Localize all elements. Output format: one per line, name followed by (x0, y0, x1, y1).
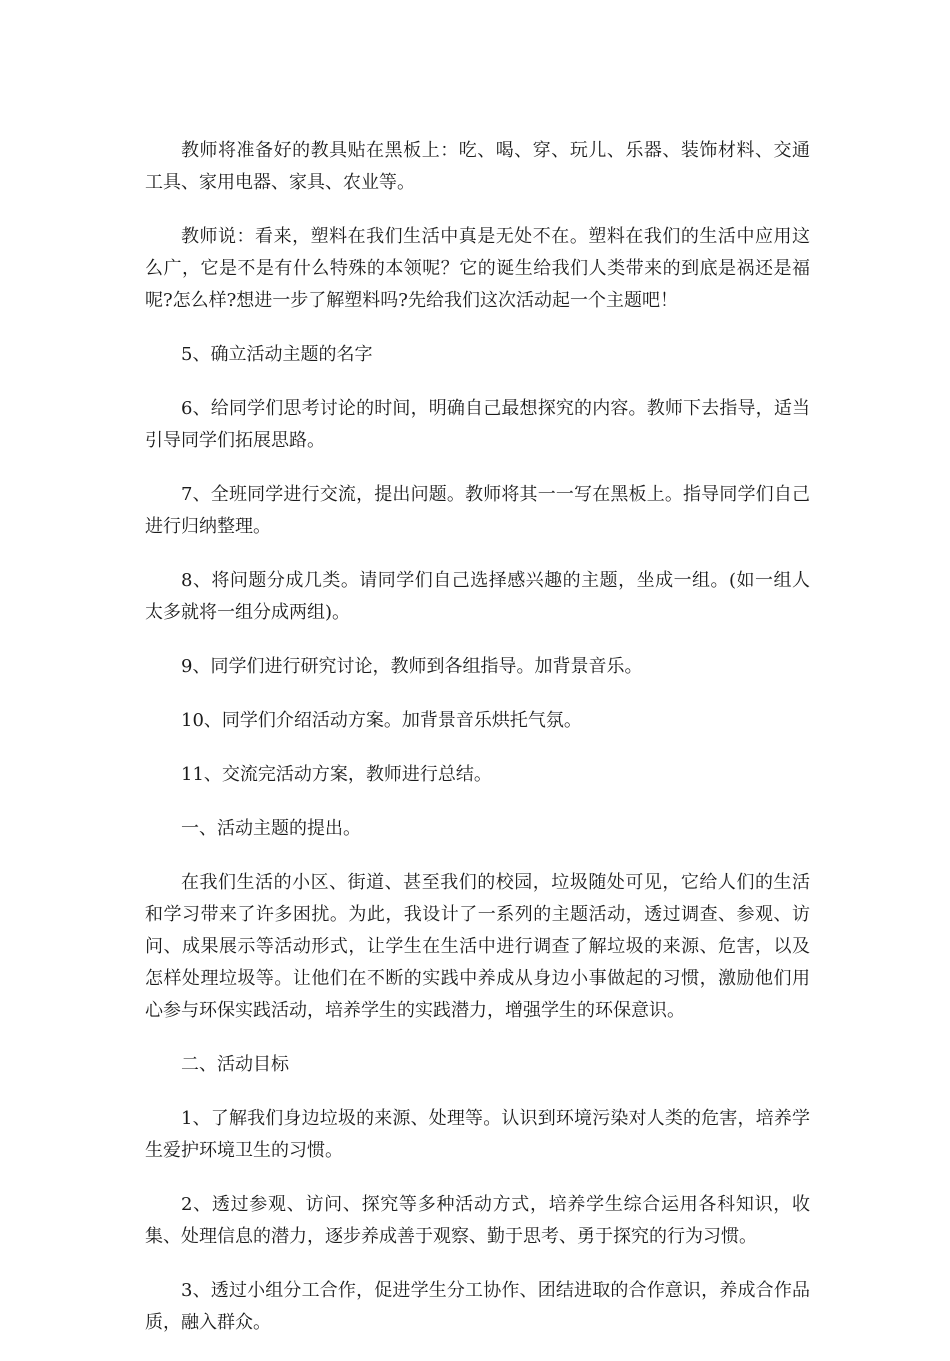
paragraph-teacher-says: 教师说：看来，塑料在我们生活中真是无处不在。塑料在我们的生活中应用这么广，它是不是有什么特殊的本领呢？它的诞生给我们人类带来的到底是祸还是福呢?怎么样?想进一步了解塑料吗?先给我们这次活动起一个主题吧！ (145, 226, 810, 311)
paragraph-theme-background: 在我们生活的小区、街道、甚至我们的校园，垃圾随处可见，它给人们的生活和学习带来了许多困扰。为此，我设计了一系列的主题活动，透过调查、参观、访问、成果展示等活动形式，让学生在生活中进行调查了解垃圾的来源、危害，以及怎样处理垃圾等。让他们在不断的实践中养成从身边小事做起的习惯，激励他们用心参与环保实践活动，培养学生的实践潜力，增强学生的环保意识。 (145, 872, 810, 1021)
paragraph-step-11: 11、交流完活动方案，教师进行总结。 (181, 764, 492, 785)
paragraph-step-7: 7、全班同学进行交流，提出问题。教师将其一一写在黑板上。指导同学们自己进行归纳整理。 (145, 484, 810, 537)
paragraph-goal-3: 3、透过小组分工合作，促进学生分工协作、团结进取的合作意识，养成合作品质，融入群众。 (145, 1280, 810, 1333)
paragraph-teaching-aids: 教师将准备好的教具贴在黑板上：吃、喝、穿、玩儿、乐器、装饰材料、交通工具、家用电器、家具、农业等。 (145, 140, 810, 193)
paragraph-step-10: 10、同学们介绍活动方案。加背景音乐烘托气氛。 (181, 710, 582, 731)
paragraph-step-8: 8、将问题分成几类。请同学们自己选择感兴趣的主题，坐成一组。(如一组人太多就将一组分成两组)。 (145, 570, 810, 623)
paragraph-step-9: 9、同学们进行研究讨论，教师到各组指导。加背景音乐。 (181, 656, 643, 677)
section-heading-theme: 一、活动主题的提出。 (181, 818, 361, 839)
section-heading-goals: 二、活动目标 (181, 1054, 289, 1075)
paragraph-goal-2: 2、透过参观、访问、探究等多种活动方式，培养学生综合运用各科知识，收集、处理信息的潜力，逐步养成善于观察、勤于思考、勇于探究的行为习惯。 (145, 1194, 810, 1247)
paragraph-goal-1: 1、了解我们身边垃圾的来源、处理等。认识到环境污染对人类的危害，培养学生爱护环境卫生的习惯。 (145, 1108, 810, 1161)
document-page (145, 135, 810, 1361)
paragraph-step-6: 6、给同学们思考讨论的时间，明确自己最想探究的内容。教师下去指导，适当引导同学们拓展思路。 (145, 398, 810, 451)
paragraph-step-5: 5、确立活动主题的名字 (181, 344, 373, 365)
